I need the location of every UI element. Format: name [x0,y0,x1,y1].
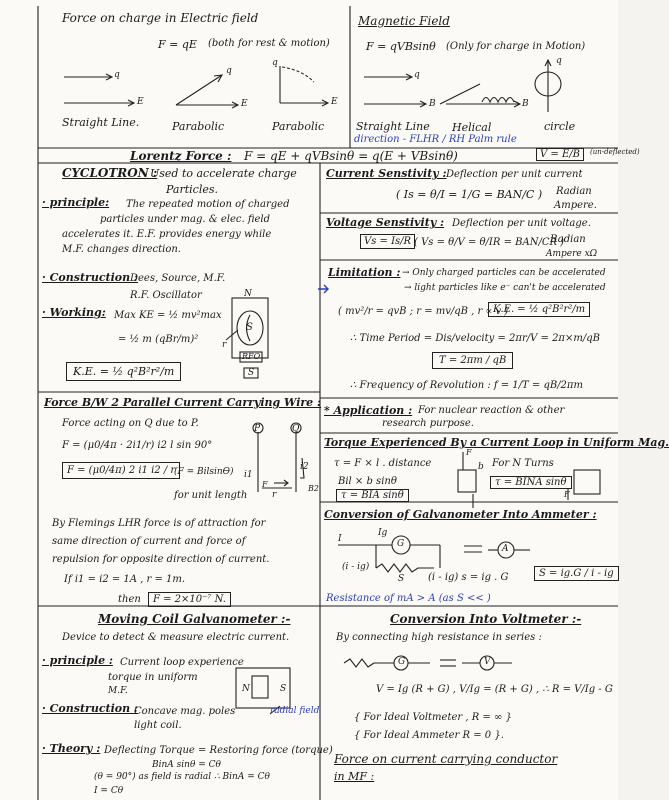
undeflected-note: (un-deflected) [590,148,640,156]
formula: Bil × b sinθ [338,476,397,487]
parallel-force-box: F = (μ0/4π) 2 i1 i2 / r [62,462,180,479]
text-line: By connecting high resistance in series : [336,632,542,643]
text-line: accelerates it. E.F. provides energy while [62,229,272,240]
cyclotron-construction-label: · Construction : [42,271,138,284]
label: A [502,544,509,554]
application-title: * Application : [324,404,413,417]
label: P [254,424,261,434]
formula: ∴ Frequency of Revolution : f = 1/T = qB/2πm [350,380,583,391]
text-line: Concave mag. poles [134,706,236,717]
label: B [522,99,529,109]
voltage-sensitivity-title: Voltage Senstivity : [326,216,445,229]
voltage-sensitivity-box: Vs = Is/R [360,234,415,249]
label: q [272,58,278,68]
current-sensitivity-title: Current Senstivity : [326,167,447,180]
text-line: For N Turns [492,458,554,469]
text-line: Dees, Source, M.F. [130,273,226,284]
label: Q [292,424,300,434]
caption-parabolic-1: Parabolic [172,120,225,133]
resistance-note: Resistance of mA > A (as S << ) [326,593,491,604]
torque-title: Torque Experienced By a Current Loop in Uniform Mag. [324,436,669,449]
electric-field-eq: F = qE [158,38,197,51]
parallel-wires-title: Force B/W 2 Parallel Current Carrying Wire : [44,396,322,409]
text-line: light coil. [134,720,182,731]
magnetic-field-note: (Only for charge in Motion) [446,41,586,52]
label: q [114,70,120,80]
torque-n-box: τ = BINA sinθ [490,476,572,489]
torque-box: τ = BIA sinθ [336,489,409,502]
lorentz-label: Lorentz Force : [130,149,232,163]
label: i1 [244,470,253,480]
text-line: { For Ideal Ammeter R = 0 }. [354,730,504,741]
label: q [556,56,562,66]
formula: BinA sinθ = Cθ [152,760,221,770]
voltage-sensitivity-eq: ( Vs = θ/V = θ/IR = BAN/CR ) [414,237,565,248]
label: i2 [300,462,309,472]
direction-rule: direction - FLHR / RH Palm rule [354,134,517,145]
text-line: for unit length [174,490,248,501]
text-line: radial field [270,706,320,716]
caption-helical: Helical [452,121,492,134]
unit: Ampere. [554,200,597,211]
label: F [262,480,268,489]
time-period-box: T = 2πm / qB [432,352,513,369]
electric-field-title: Force on charge in Electric field [62,11,259,25]
formula: (i - ig) s = ig . G [428,572,509,583]
formula: F = (μ0/4π · 2i1/r) i2 l sin 90° [62,440,213,451]
cyclotron-principle-label: · principle: [42,196,110,209]
galvanometer-construction-label: · Construction : [42,702,138,715]
limitation-title: Limitation : [328,266,401,279]
formula: τ = F × l . distance [334,458,432,469]
label: q [226,66,232,76]
text-line: Deflection per unit current [446,169,583,180]
text-line: Force acting on Q due to P. [62,418,199,429]
label: b [478,462,484,472]
voltmeter-title: Conversion Into Voltmeter :- [390,612,582,626]
conductor-force-sub: in MF : [334,770,375,783]
text-line: Device to detect & measure electric current. [62,632,290,643]
label: E [241,99,248,109]
current-sensitivity-eq: ( Is = θ/I = 1/G = BAN/C ) [396,188,543,201]
undeflected-box: V = E/B [536,148,584,161]
label: S [280,684,287,694]
formula: I = Cθ [94,786,124,796]
text-line: M.F. [108,686,128,696]
text-line: M.F. changes direction. [62,244,181,255]
label: G [398,657,406,667]
caption-straight: Straight Line. [62,116,140,129]
unit: Ampere xΩ [546,249,598,259]
label: r [272,490,277,500]
ammeter-title: Conversion of Galvanometer Into Ammeter : [324,508,597,521]
text-line: = ½ m (qBr/m)² [118,334,199,345]
label: S [248,368,255,378]
label: F [564,490,570,499]
cyclotron-working-label: · Working: [42,306,106,319]
label: S [246,322,253,333]
label: G [397,539,405,549]
formula: V = Ig (R + G) , V/Ig = (R + G) , ∴ R = V/Ig - G [376,684,613,695]
shunt-box: S = ig.G / i - ig [534,566,619,581]
text-line: Particles. [166,183,218,196]
text-line: repulsion for opposite direction of current. [52,554,270,565]
label: r [222,340,227,350]
text-line: Max KE = ½ mv²max [114,310,222,321]
label: V [484,657,491,667]
label: N [244,289,252,299]
text-line: The repeated motion of charged [126,199,290,210]
text-line: { For Ideal Voltmeter , R = ∞ } [354,712,512,723]
text-line: For nuclear reaction & other [418,405,565,416]
label: (i - ig) [342,562,370,572]
limitation-ke-box: K.E. = ½ q²B²r²/m [488,302,590,317]
galvanometer-principle-label: · principle : [42,654,113,667]
text-line: → Only charged particles can be accelerated [402,268,606,278]
label: S [398,574,405,584]
cyclotron-title: CYCLOTRON : [62,166,158,180]
label: B2 [308,484,319,493]
text-line: particles under mag. & elec. field [100,214,271,225]
text-line: Current loop experience [120,657,244,668]
text-line: same direction of current and force of [52,536,246,547]
parallel-result-box: F = 2×10⁻⁷ N. [148,592,231,607]
label: Ig [378,528,388,538]
formula: ( mv²/r = qvB ; r = mv/qB , r ∝ v ) [338,306,509,317]
text-line: torque in uniform [108,672,198,683]
label: N [242,684,250,694]
unit: Radian [556,186,592,197]
label: B [429,99,436,109]
text-line: By Flemings LHR force is of attraction for [52,518,266,529]
caption-circle: circle [544,120,576,133]
text-line: Deflection per unit voltage. [452,218,591,229]
text-line: then [118,594,141,605]
galvanometer-theory-label: · Theory : [42,742,101,755]
text-line: → light particles like e⁻ can't be accelerated [404,283,606,293]
text-line: Used to accelerate charge [150,167,297,180]
conductor-force-title: Force on current carrying conductor [334,752,558,766]
magnetic-field-eq: F = qVBsinθ [366,40,436,53]
label: F [466,448,472,457]
lorentz-eq: F = qE + qVBsinθ = q(E + VBsinθ) [244,149,458,163]
electric-field-note: (both for rest & motion) [208,38,330,49]
caption-straight-line: Straight Line [356,120,430,133]
label: I [338,534,342,544]
label: E [331,97,338,107]
cyclotron-ke-box: K.E. = ½ q²B²r²/m [66,362,181,381]
formula: (F = BilsinӨ) [174,467,234,477]
text-line: If i1 = i2 = 1A , r = 1m. [64,574,186,585]
label: RFO [242,352,261,361]
unit: Radian [550,234,586,245]
label: q [414,70,420,80]
galvanometer-title: Moving Coil Galvanometer :- [98,612,291,626]
text-line: R.F. Oscillator [130,290,202,301]
formula: ∴ Time Period = Dis/velocity = 2πr/V = 2π×m/qB [350,333,600,344]
text-line: Deflecting Torque = Restoring force (torque) [104,745,333,756]
magnetic-field-title: Magnetic Field [358,14,450,28]
formula: (θ = 90°) as field is radial ∴ BinA = Cθ [94,772,270,782]
text-line: research purpose. [382,418,474,429]
label: E [137,97,144,107]
caption-parabolic-2: Parabolic [272,120,325,133]
